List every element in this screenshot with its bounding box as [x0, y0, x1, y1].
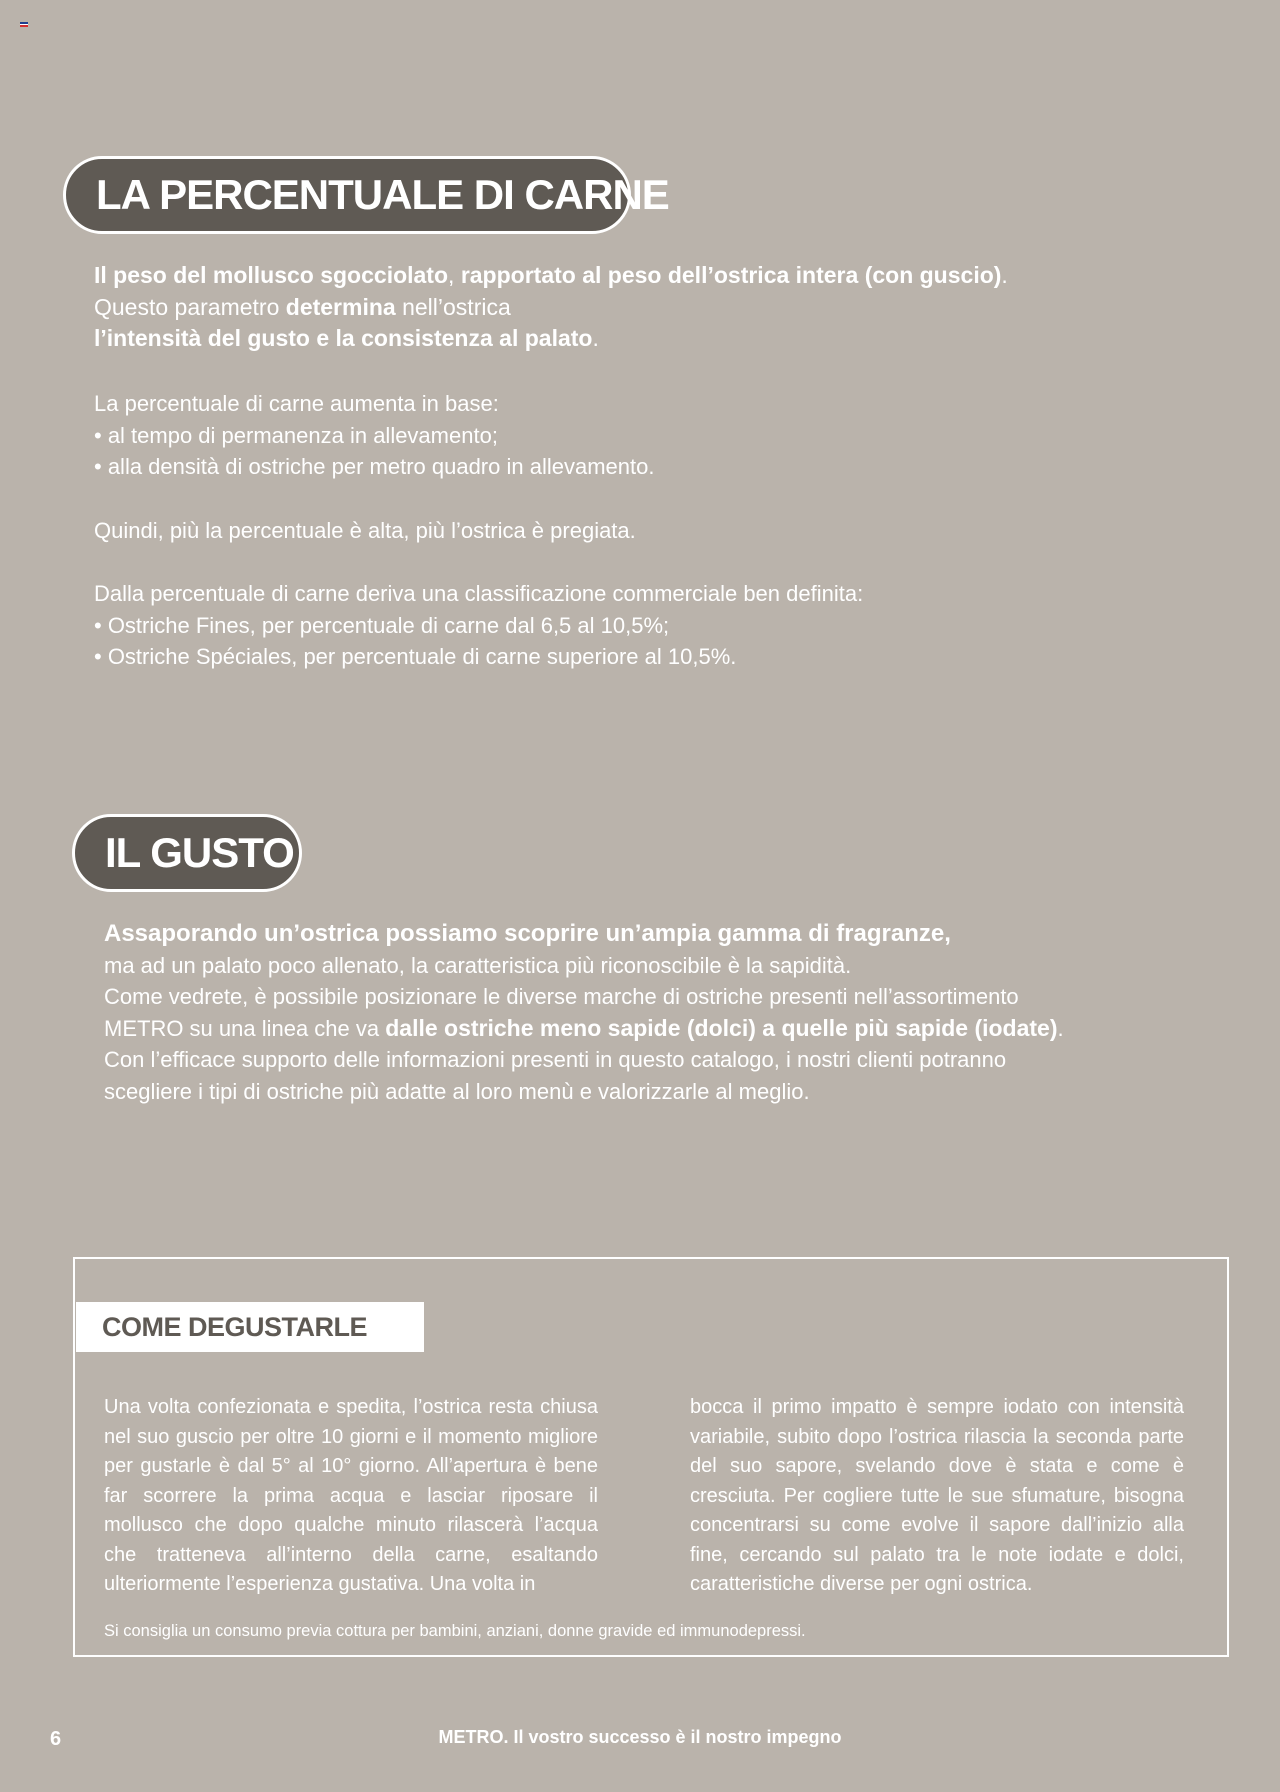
percentuale-conclusion: Quindi, più la percentuale è alta, più l’ostrica è pregiata.	[94, 518, 636, 543]
intro-bold-1: Il peso del mollusco sgocciolato	[94, 262, 449, 288]
gusto-line: scegliere i tipi di ostriche più adatte al loro menù e valorizzarle al meglio.	[104, 1078, 810, 1104]
gusto-line-4-text: METRO su una linea che va	[104, 1015, 386, 1041]
footer-slogan	[0, 1727, 1280, 1748]
section-title-percentuale: LA PERCENTUALE DI CARNE	[63, 156, 631, 234]
list-item: • alla densità di ostriche per metro quadro in allevamento.	[94, 454, 655, 479]
gusto-lead: Assaporando un’ostrica possiamo scoprire un’ampia gamma di fragranze,	[104, 920, 951, 947]
intro-text-2: . Questo parametro	[94, 262, 1008, 320]
tasting-note: Si consiglia un consumo previa cottura per bambini, anziani, donne gravide ed immunodepressi.	[104, 1622, 806, 1640]
percentuale-increase-list	[94, 388, 1054, 483]
footer-brand: METRO.	[438, 1727, 509, 1747]
list-item: Dalla percentuale di carne deriva una classificazione commerciale ben definita:	[94, 581, 864, 606]
flag-icon	[20, 22, 28, 27]
section-title-gusto: IL GUSTO	[72, 814, 302, 892]
list-item: • Ostriche Fines, per percentuale di carne dal 6,5 al 10,5%;	[94, 612, 670, 638]
intro-text-3: nell’ostrica	[395, 293, 511, 320]
intro-text-4: .	[592, 325, 599, 351]
page-number: 6	[50, 1728, 62, 1750]
gusto-line: ma ad un palato poco allenato, la caratteristica più riconoscibile è la sapidità.	[104, 952, 852, 978]
gusto-line-4-end: .	[1057, 1015, 1064, 1041]
flag-stripe	[20, 25, 28, 27]
gusto-line: Come vedrete, è possibile posizionare le diverse marche di ostriche presenti nell’assortimento	[104, 984, 1019, 1009]
gusto-paragraph	[104, 918, 1184, 1107]
tasting-box-label: COME DEGUSTARLE	[76, 1302, 424, 1352]
footer-slogan-text: Il vostro successo è il nostro impegno	[508, 1727, 842, 1747]
percentuale-classification-list	[94, 578, 1054, 673]
gusto-line: Con l’efficace supporto delle informazioni presenti in questo catalogo, i nostri clienti potranno	[104, 1047, 1007, 1072]
tasting-column-left: Una volta confezionata e spedita, l’ostrica resta chiusa nel suo guscio per oltre 10 giorni e il momento migliore per gustarle è dal 5° al 10° giorno. All’apertura è bene far scorrere la prima acqua e lasciar riposare il mollusco che dopo qualche minuto rilascerà l’acqua che tratteneva all’interno della carne, esaltando ulteriormente l’esperienza gustativa. Una volta in	[104, 1396, 598, 1595]
gusto-line-4-bold: dalle ostriche meno sapide (dolci) a quelle più sapide (iodate)	[385, 1014, 1058, 1041]
list-item: • al tempo di permanenza in allevamento;	[94, 422, 498, 448]
intro-text-1: ,	[448, 262, 461, 288]
list-item: La percentuale di carne aumenta in base:	[94, 391, 499, 416]
intro-bold-3: determina	[285, 293, 396, 320]
intro-bold-4: l’intensità del gusto e la consistenza al palato	[94, 325, 593, 351]
intro-bold-2: rapportato al peso dell’ostrica intera (con guscio)	[460, 262, 1002, 288]
gusto-line-4	[104, 1013, 1184, 1045]
tasting-column-right: bocca il primo impatto è sempre iodato con intensità variabile, subito dopo l’ostrica rilascia la seconda parte del suo sapore, svelando dove è stata e come è cresciuta. Per cogliere tutte le sue sfumature, bisogna concentrarsi su come evolve il sapore dall’inizio alla fine, cercando sul palato tra le note iodate e dolci, caratteristiche diverse per ogni ostrica.	[690, 1396, 1184, 1595]
percentuale-intro	[94, 260, 1054, 355]
list-item: • Ostriche Spéciales, per percentuale di carne superiore al 10,5%.	[94, 644, 737, 669]
